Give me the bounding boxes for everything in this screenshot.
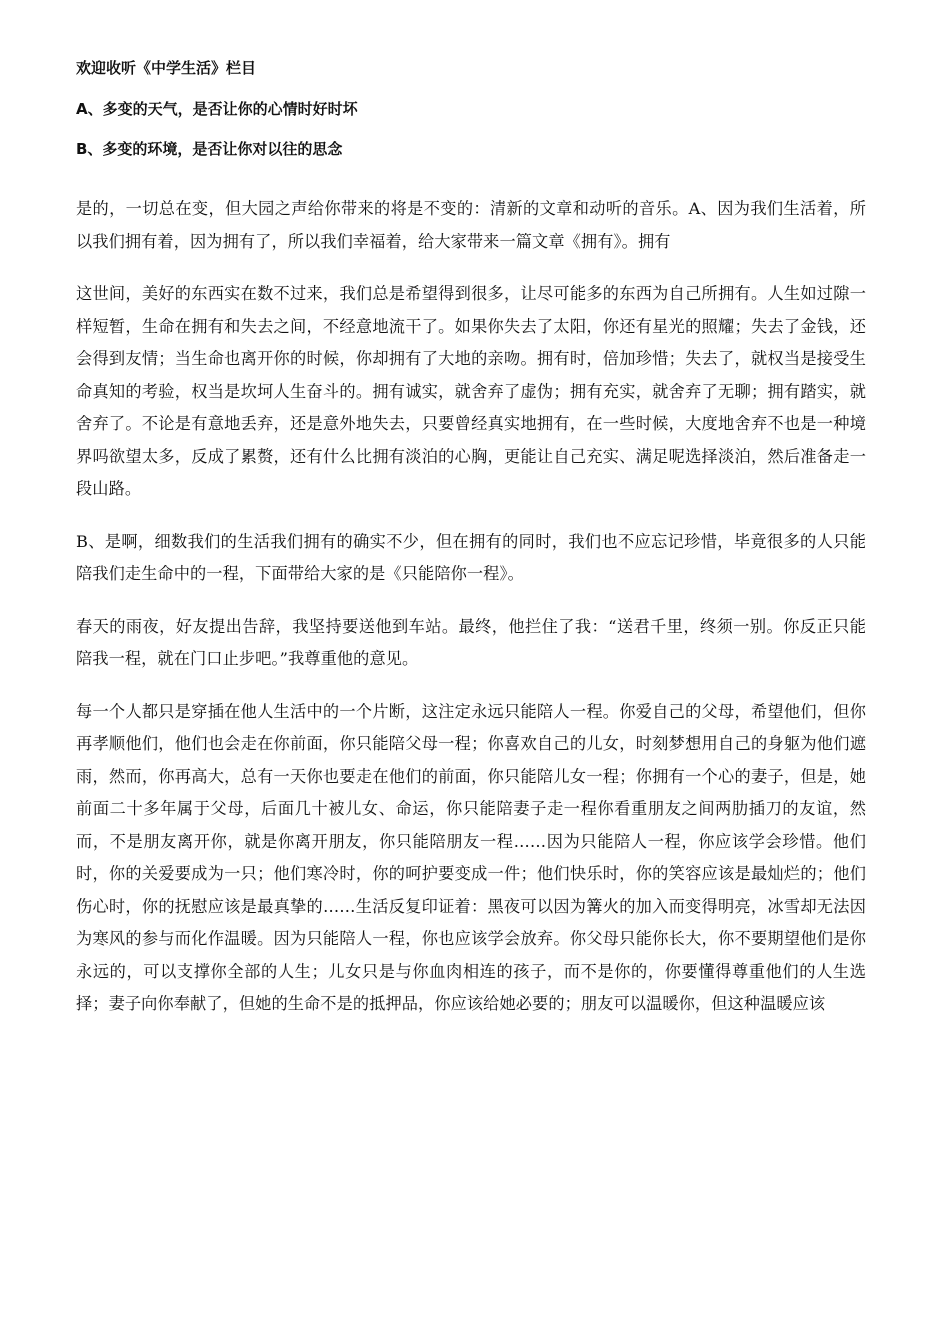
paragraph: 每一个人都只是穿插在他人生活中的一个片断，这注定永远只能陪人一程。你爱自己的父母，希望他们，但你再孝顺他们，他们也会走在你前面，你只能陪父母一程；你喜欢自己的儿女，时刻梦想用自己的身躯为他们遮雨，然而，你再高大，总有一天你也要走在他们的前面，你只能陪儿女一程；你拥有一个心的妻子，但是，她前面二十多年属于父母，后面几十被儿女、命运，你只能陪妻子走一程你看重朋友之间两肋插刀的友谊，然而，不是朋友离开你，就是你离开朋友，你只能陪朋友一程……因为只能陪人一程，你应该学会珍惜。他们时，你的关爱要成为一只；他们寒冷时，你的呵护要变成一件；他们快乐时，你的笑容应该是最灿烂的；他们伤心时，你的抚慰应该是最真挚的……生活反复印证着：黑夜可以因为篝火的加入而变得明亮，冰雪却无法因为寒风的参与而化作温暖。因为只能陪人一程，你也应该学会放弃。你父母只能你长大，你不要期望他们是你永远的，可以支撑你全部的人生；儿女只是与你血肉相连的孩子，而不是你的，你要懂得尊重他们的人生选择；妻子向你奉献了，但她的生命不是的抵押品，你应该给她必要的；朋友可以温暖你，但这种温暖应该 — [76, 701, 866, 1013]
host-b-line: B、多变的环境，是否让你对以往的思念 — [76, 140, 343, 158]
paragraph: B、是啊，细数我们的生活我们拥有的确实不少，但在拥有的同时，我们也不应忘记珍惜，毕竟很多的人只能陪我们走生命中的一程，下面带给大家的是《只能陪你一程》。 — [76, 531, 866, 583]
program-intro: 欢迎收听《中学生活》栏目 — [76, 59, 257, 77]
paragraph: 是的，一切总在变，但大园之声给你带来的将是不变的：清新的文章和动听的音乐。A、因为我们生活着，所以我们拥有着，因为拥有了，所以我们幸福着，给大家带来一篇文章《拥有》。拥有 — [76, 199, 866, 251]
paragraph: 春天的雨夜，好友提出告辞，我坚持要送他到车站。最终，他拦住了我：“送君千里，终须一别。你反正只能陪我一程，就在门口止步吧。”我尊重他的意见。 — [76, 616, 866, 668]
document-body — [76, 193, 866, 1021]
host-a-line: A、多变的天气，是否让你的心情时好时坏 — [76, 100, 358, 118]
paragraph: 这世间，美好的东西实在数不过来，我们总是希望得到很多，让尽可能多的东西为自己所拥有。人生如过隙一样短暂，生命在拥有和失去之间，不经意地流干了。如果你失去了太阳，你还有星光的照耀；失去了金钱，还会得到友情；当生命也离开你的时候，你却拥有了大地的亲吻。拥有时，倍加珍惜；失去了，就权当是接受生命真知的考验，权当是坎坷人生奋斗的。拥有诚实，就舍弃了虚伪；拥有充实，就舍弃了无聊；拥有踏实，就舍弃了。不论是有意地丢弃，还是意外地失去，只要曾经真实地拥有，在一些时候，大度地舍弃不也是一种境界吗欲望太多，反成了累赘，还有什么比拥有淡泊的心胸，更能让自己充实、满足呢选择淡泊，然后准备走一段山路。 — [76, 284, 866, 498]
document-page — [76, 58, 866, 1041]
